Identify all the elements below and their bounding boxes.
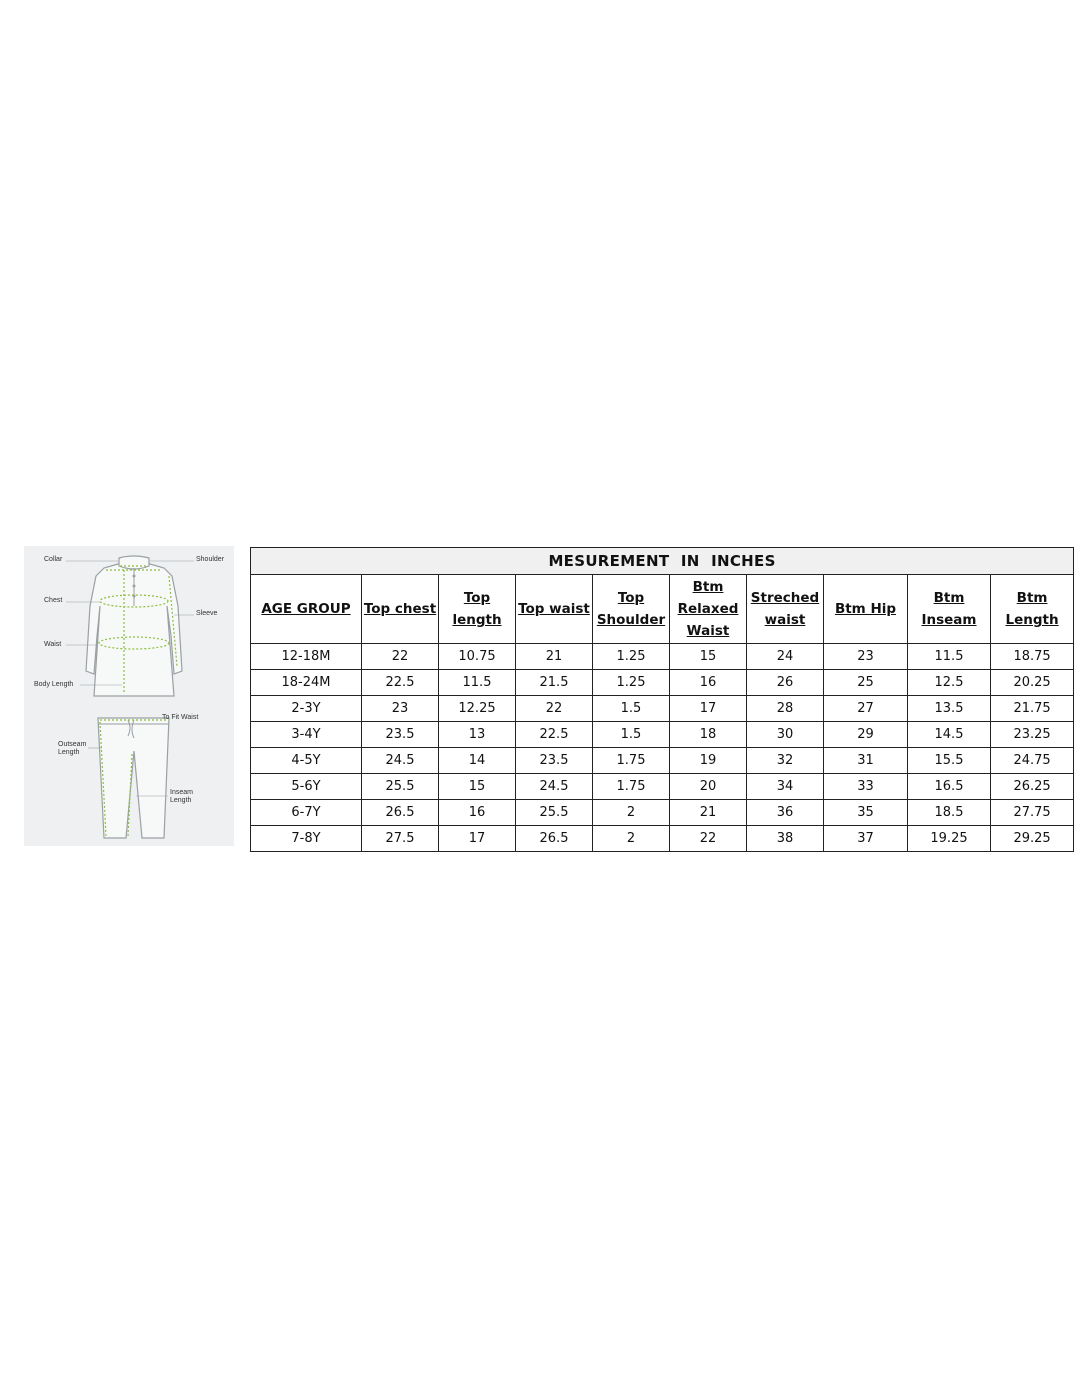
measurement-cell: 29 xyxy=(824,722,908,748)
measurement-cell: 27.75 xyxy=(991,800,1074,826)
measurement-cell: 21 xyxy=(670,800,747,826)
measurement-cell: 22 xyxy=(670,826,747,852)
measurement-cell: 22.5 xyxy=(516,722,593,748)
table-row xyxy=(251,722,1074,748)
column-header-line: length xyxy=(452,612,502,628)
measurement-cell: 36 xyxy=(747,800,824,826)
column-header-line: Top chest xyxy=(363,601,437,617)
label-chest: Chest xyxy=(44,597,63,604)
measurement-cell: 16.5 xyxy=(908,774,991,800)
measurement-cell: 1.75 xyxy=(593,774,670,800)
age-group-cell: 4-5Y xyxy=(251,748,362,774)
measurement-cell: 14.5 xyxy=(908,722,991,748)
column-header xyxy=(362,575,439,644)
measurement-cell: 12.5 xyxy=(908,670,991,696)
measurement-cell: 26 xyxy=(747,670,824,696)
age-group-cell: 2-3Y xyxy=(251,696,362,722)
measurement-cell: 1.25 xyxy=(593,644,670,670)
column-header xyxy=(439,575,516,644)
measurement-cell: 13.5 xyxy=(908,696,991,722)
label-inseam-length: Inseam Length xyxy=(170,789,193,804)
measurement-cell: 11.5 xyxy=(908,644,991,670)
table-row xyxy=(251,774,1074,800)
measurement-cell: 20.25 xyxy=(991,670,1074,696)
column-header-line: Streched xyxy=(750,590,820,606)
measurement-cell: 37 xyxy=(824,826,908,852)
column-header-line: Length xyxy=(1005,612,1059,628)
measurement-cell: 23 xyxy=(824,644,908,670)
table-body xyxy=(251,644,1074,852)
measurement-cell: 24 xyxy=(747,644,824,670)
column-header-line: Top waist xyxy=(518,601,590,617)
age-group-cell: 3-4Y xyxy=(251,722,362,748)
column-header xyxy=(670,575,747,644)
measurement-cell: 25 xyxy=(824,670,908,696)
column-header-line: Relaxed xyxy=(677,601,739,617)
measurement-cell: 27 xyxy=(824,696,908,722)
table-row xyxy=(251,748,1074,774)
column-header-line: AGE GROUP xyxy=(261,601,351,617)
age-group-cell: 12-18M xyxy=(251,644,362,670)
measurement-cell: 22 xyxy=(516,696,593,722)
table-row xyxy=(251,826,1074,852)
column-header-line: Btm xyxy=(933,590,965,606)
measurement-cell: 23 xyxy=(362,696,439,722)
button xyxy=(133,585,136,588)
column-header xyxy=(908,575,991,644)
column-header-line: waist xyxy=(764,612,806,628)
measurement-cell: 15 xyxy=(439,774,516,800)
measurement-cell: 10.75 xyxy=(439,644,516,670)
garment-measurement-diagram xyxy=(24,546,234,846)
label-outseam-length: Outseam Length xyxy=(58,741,87,756)
size-chart-table xyxy=(250,547,1074,852)
measurement-cell: 12.25 xyxy=(439,696,516,722)
label-shoulder: Shoulder xyxy=(196,556,225,563)
measurement-cell: 25.5 xyxy=(362,774,439,800)
measurement-cell: 15 xyxy=(670,644,747,670)
label-sleeve: Sleeve xyxy=(196,610,218,617)
measurement-cell: 20 xyxy=(670,774,747,800)
column-header-line: Btm xyxy=(692,579,724,595)
column-header-line: Inseam xyxy=(921,612,977,628)
measurement-cell: 14 xyxy=(439,748,516,774)
measurement-cell: 23.5 xyxy=(362,722,439,748)
measurement-cell: 2 xyxy=(593,826,670,852)
measurement-cell: 21 xyxy=(516,644,593,670)
table-row xyxy=(251,644,1074,670)
measurement-cell: 21.5 xyxy=(516,670,593,696)
measurement-cell: 38 xyxy=(747,826,824,852)
age-group-cell: 5-6Y xyxy=(251,774,362,800)
column-header-line: Top xyxy=(463,590,491,606)
measurement-cell: 23.5 xyxy=(516,748,593,774)
table-row xyxy=(251,696,1074,722)
column-header xyxy=(593,575,670,644)
measurement-cell: 23.25 xyxy=(991,722,1074,748)
column-header xyxy=(991,575,1074,644)
measurement-cell: 17 xyxy=(439,826,516,852)
column-header xyxy=(747,575,824,644)
label-body-length: Body Length xyxy=(34,681,74,688)
measurement-cell: 13 xyxy=(439,722,516,748)
measurement-cell: 35 xyxy=(824,800,908,826)
measurement-cell: 1.25 xyxy=(593,670,670,696)
age-group-cell: 7-8Y xyxy=(251,826,362,852)
measurement-cell: 26.5 xyxy=(362,800,439,826)
measurement-cell: 26.5 xyxy=(516,826,593,852)
table-header-row xyxy=(251,575,1074,644)
measurement-cell: 15.5 xyxy=(908,748,991,774)
measurement-cell: 22.5 xyxy=(362,670,439,696)
kurta-pajama-illustration xyxy=(24,546,234,846)
kurta-collar xyxy=(119,556,149,569)
label-to-fit-waist: To Fit Waist xyxy=(162,714,199,721)
column-header-line: Shoulder xyxy=(596,612,666,628)
measurement-cell: 11.5 xyxy=(439,670,516,696)
measurement-cell: 1.75 xyxy=(593,748,670,774)
label-collar: Collar xyxy=(44,556,63,563)
measurement-cell: 17 xyxy=(670,696,747,722)
age-group-cell: 18-24M xyxy=(251,670,362,696)
measurement-cell: 18.75 xyxy=(991,644,1074,670)
measurement-cell: 21.75 xyxy=(991,696,1074,722)
measurement-cell: 1.5 xyxy=(593,696,670,722)
column-header xyxy=(251,575,362,644)
measurement-cell: 1.5 xyxy=(593,722,670,748)
measurement-cell: 31 xyxy=(824,748,908,774)
measurement-cell: 19 xyxy=(670,748,747,774)
measurement-cell: 18 xyxy=(670,722,747,748)
measurement-cell: 26.25 xyxy=(991,774,1074,800)
measurement-cell: 30 xyxy=(747,722,824,748)
column-header xyxy=(516,575,593,644)
measurement-cell: 24.5 xyxy=(362,748,439,774)
measurement-cell: 16 xyxy=(670,670,747,696)
column-header-line: Btm xyxy=(1016,590,1048,606)
measurement-cell: 18.5 xyxy=(908,800,991,826)
table-row xyxy=(251,670,1074,696)
button xyxy=(133,575,136,578)
measurement-cell: 24.75 xyxy=(991,748,1074,774)
measurement-cell: 22 xyxy=(362,644,439,670)
table-title: MESUREMENT IN INCHES xyxy=(251,548,1074,575)
measurement-cell: 33 xyxy=(824,774,908,800)
measurement-cell: 27.5 xyxy=(362,826,439,852)
column-header-line: Top xyxy=(617,590,645,606)
column-header-line: Waist xyxy=(686,623,730,639)
measurement-cell: 32 xyxy=(747,748,824,774)
measurement-cell: 28 xyxy=(747,696,824,722)
measurement-cell: 25.5 xyxy=(516,800,593,826)
label-waist: Waist xyxy=(44,641,62,648)
measurement-cell: 34 xyxy=(747,774,824,800)
column-header xyxy=(824,575,908,644)
column-header-line: Btm Hip xyxy=(834,601,897,617)
measurement-cell: 19.25 xyxy=(908,826,991,852)
measurement-cell: 29.25 xyxy=(991,826,1074,852)
measurement-cell: 16 xyxy=(439,800,516,826)
measurement-cell: 2 xyxy=(593,800,670,826)
age-group-cell: 6-7Y xyxy=(251,800,362,826)
measurement-cell: 24.5 xyxy=(516,774,593,800)
table-row xyxy=(251,800,1074,826)
